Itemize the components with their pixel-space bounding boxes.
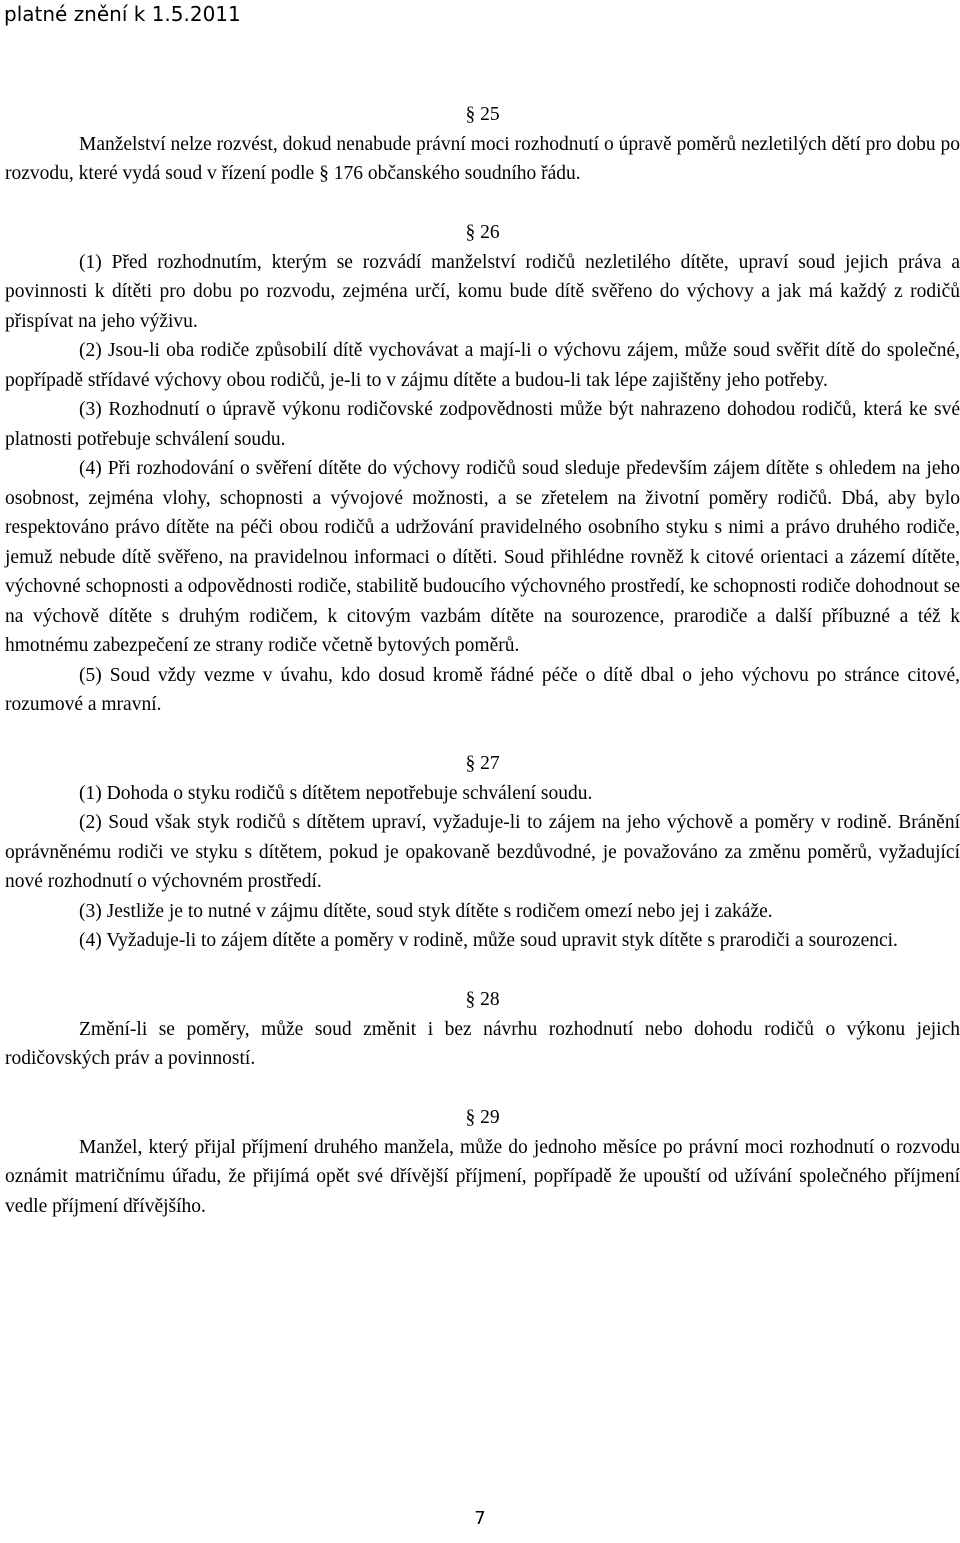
- page-number: 7: [474, 1508, 486, 1529]
- paragraph: (4) Vyžaduje-li to zájem dítěte a poměry v rodině, může soud upravit styk dítěte s prarodiči a sourozenci.: [79, 930, 898, 951]
- spacer: [5, 720, 960, 750]
- section-27: [5, 749, 960, 956]
- spacer: [5, 1074, 960, 1104]
- section-29: [5, 1103, 960, 1221]
- section-heading: § 25: [465, 104, 500, 125]
- spacer: [5, 956, 960, 986]
- section-25: [5, 100, 960, 189]
- paragraph: (1) Před rozhodnutím, kterým se rozvádí manželství rodičů nezletilého dítěte, upraví soud jejich práva a povinnosti k dítěti pro dobu po rozvodu, zejména určí, komu bude dítě svěřeno do výchovy a jak má každý z rodičů přispívat na jeho výživu.: [5, 251, 960, 332]
- section-heading: § 26: [465, 222, 500, 243]
- paragraph: (4) Při rozhodování o svěření dítěte do výchovy rodičů soud sleduje především zájem dítěte s ohledem na jeho osobnost, zejména vlohy, schopnosti a vývojové možnosti, a se zřetelem na životní poměry rodičů. Dbá, aby bylo respektováno právo dítěte na péči obou rodičů a udržování pravidelného osobního styku s nimi a právo druhého rodiče, jemuž nebude dítě svěřeno, na pravidelnou informaci o dítěti. Soud přihlédne rovněž k citové orientaci a zázemí dítěte, výchovné schopnosti a odpovědnosti rodiče, stabilitě budoucího výchovného prostředí, ke schopnosti rodiče dohodnout se na výchově dítěte s druhým rodičem, k citovým vazbám dítěte na sourozence, prarodiče a další příbuzné a též k hmotnému zabezpečení ze strany rodiče včetně bytových poměrů.: [5, 458, 960, 656]
- paragraph: (3) Jestliže je to nutné v zájmu dítěte, soud styk dítěte s rodičem omezí nebo jej i zakáže.: [79, 900, 773, 922]
- paragraph: (2) Jsou-li oba rodiče způsobilí dítě vychovávat a mají-li o výchovu zájem, může soud svěřit dítě do společné, popřípadě střídavé výchovy obou rodičů, je-li to v zájmu dítěte a budou-li tak lépe zajištěny jeho potřeby.: [5, 340, 960, 391]
- paragraph: (3) Rozhodnutí o úpravě výkonu rodičovské zodpovědnosti může být nahrazeno dohodou rodičů, která ke své platnosti potřebuje schválení soudu.: [5, 399, 960, 450]
- paragraph: Změní-li se poměry, může soud změnit i bez návrhu rozhodnutí nebo dohodu rodičů o výkonu jejich rodičovských práv a povinností.: [5, 1018, 960, 1069]
- section-28: [5, 985, 960, 1074]
- page-header: platné znění k 1.5.2011: [4, 2, 241, 26]
- section-heading: § 27: [465, 753, 500, 774]
- section-heading: § 29: [465, 1107, 500, 1128]
- paragraph: (5) Soud vždy vezme v úvahu, kdo dosud kromě řádné péče o dítě dbal o jeho výchovu po stránce citové, rozumové a mravní.: [5, 664, 960, 715]
- paragraph: Manželství nelze rozvést, dokud nenabude právní moci rozhodnutí o úpravě poměrů nezletilých dětí pro dobu po rozvodu, které vydá soud v řízení podle § 176 občanského soudního řádu.: [5, 133, 960, 184]
- section-heading: § 28: [465, 989, 500, 1010]
- paragraph: (1) Dohoda o styku rodičů s dítětem nepotřebuje schválení soudu.: [79, 782, 593, 804]
- document-body: [5, 100, 960, 1221]
- paragraph: (2) Soud však styk rodičů s dítětem upraví, vyžaduje-li to zájem na jeho výchově a poměry v rodině. Bránění oprávněnému rodiči ve styku s dítětem, pokud je opakovaně bezdůvodné, je považováno za změnu poměrů, vyžadující nové rozhodnutí o výchovném prostředí.: [5, 812, 960, 892]
- spacer: [5, 189, 960, 219]
- section-26: [5, 218, 960, 720]
- paragraph: Manžel, který přijal příjmení druhého manžela, může do jednoho měsíce po právní moci rozhodnutí o rozvodu oznámit matričnímu úřadu, že přijímá opět své dřívější příjmení, popřípadě že upouští od užívání společného příjmení vedle příjmení dřívějšího.: [5, 1136, 960, 1217]
